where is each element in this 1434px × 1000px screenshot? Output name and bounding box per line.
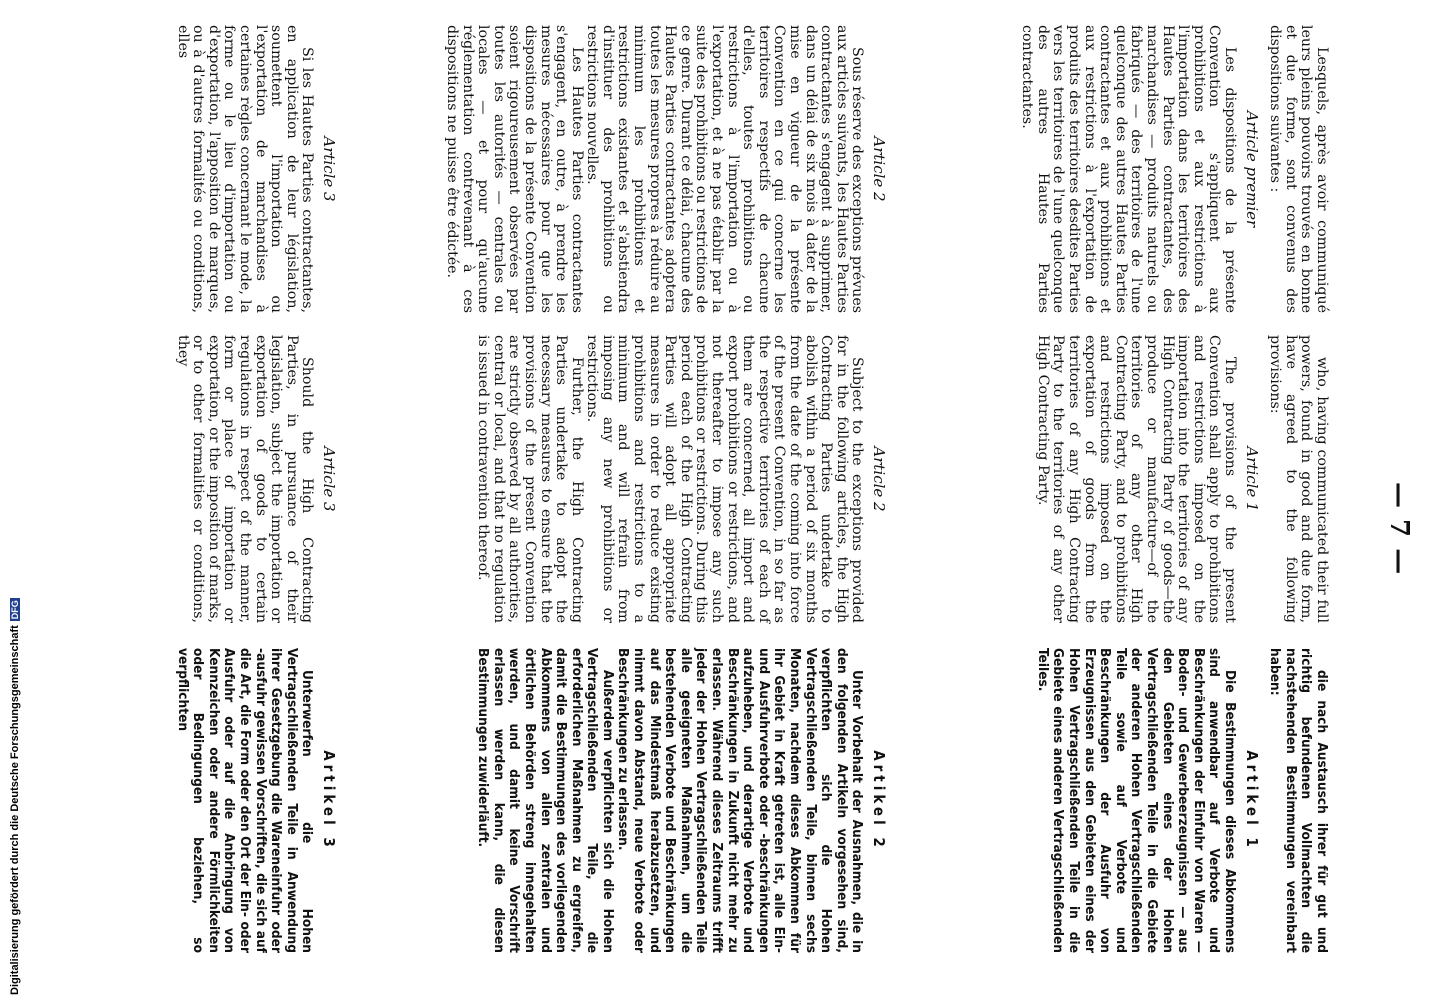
german-article-3-title: Artikel 3 xyxy=(320,750,338,851)
german-article-2-title: Artikel 2 xyxy=(870,750,888,851)
english-article-2-title: Article 2 xyxy=(870,446,888,512)
german-column-top xyxy=(1034,648,1329,953)
german-article-1-title: Artikel 1 xyxy=(1242,750,1261,851)
german-article-1-text: Die Bestimmungen dieses Abkommens sind anwendbar auf Verbote und Beschränkungen der Einfuhr von Waren — Boden- und Gewerbeerzeugnissen — aus den Gebieten eines der Hohen Vertragschließenden Teile in die Gebiete der anderen Hohen Vertragschließenden Teile sowie auf Verbote und Beschränkungen der Ausfuhr von Erzeugnissen aus den Gebieten eines der Hohen Vertragschließenden Teile in die Gebiete eines anderen Vertragschließenden Teiles. xyxy=(1034,648,1239,953)
german-column-bottom xyxy=(174,648,344,953)
english-column-top xyxy=(1034,335,1329,623)
digitization-credit xyxy=(9,598,21,995)
german-column-middle xyxy=(475,648,894,953)
english-intro: who, having communicated their full powers, found in good and due form, have agreed to the following provisions: xyxy=(1267,335,1330,623)
english-article-3-title: Article 3 xyxy=(320,446,338,512)
french-article-2-title: Article 2 xyxy=(870,136,888,202)
french-column-middle xyxy=(443,25,894,313)
french-column-bottom xyxy=(174,25,344,313)
french-article-2-para-1: Sous réserve des exceptions prévues aux articles suivants, les Hautes Parties contractantes s'engagent à supprimer, dans un délai de six mois à dater de la mise en vigueur de la présente Convention en ce qui concerne les territoires respectifs de chacune d'elles, toutes prohibitions ou restrictions à l'importation ou à l'exportation, et à ne pas établir par la suite des prohibitions ou restrictions de ce genre. Durant ce délai, chacune des Hautes Parties contractantes adoptera toutes les mesures propres à réduire au minimum les prohibitions et restrictions existantes et s'abstiendra d'instituer des prohibitions ou restrictions nouvelles. xyxy=(584,25,866,313)
english-article-2-para-2: Further, the High Contracting Parties undertake to adopt the necessary measures to ensure that the provisions of the present Convention are strictly observed by all authorities, central or local, and that no regulation is issued in contravention thereof. xyxy=(475,335,585,623)
french-article-1-title: Article premier xyxy=(1242,110,1261,228)
dfg-logo: DFG xyxy=(10,600,20,620)
english-article-2-para-1: Subject to the exceptions provided for in the following articles, the High Contracting Parties undertake to abolish within a period of six months from the date of the coming into force of the present Convention, in so far as the respective territories of each of them are concerned, all import and export prohibitions or restrictions, and not thereafter to impose any such prohibitions or restrictions. During this period each of the High Contracting Parties will adopt all appropriate measures in order to reduce existing prohibitions and restrictions to a minimum and will refrain from imposing any new prohibitions or restrictions. xyxy=(584,335,866,623)
german-article-3-text: Unterwerfen die Hohen Vertragschließenden Teile in Anwendung ihrer Gesetzgebung die Wareneinfuhr oder -ausfuhr gewissen Vorschriften, die sich auf die Art, die Form oder den Ort der Ein- oder Ausfuhr oder auf die Anbringung von Kennzeichen oder andere Förmlichkeiten oder Bedingungen beziehen, so verpflichten xyxy=(174,648,316,953)
german-article-2-para-1: Unter Vorbehalt der Ausnahmen, die in den folgenden Artikeln vorgesehen sind, verpflichten sich die Hohen Vertragschließenden Teile, binnen sechs Monaten, nachdem dieses Abkommen für ihr Gebiet in Kraft getreten ist, alle Ein- und Ausfuhrverbote oder -beschränkungen aufzuheben, und derartige Verbote und Beschränkungen in Zukunft nicht mehr zu erlassen. Während dieses Zeitraums trifft jeder der Hohen Vertragschließenden Teile alle geeigneten Maßnahmen, um die bestehenden Verbote und Beschränkungen auf das Mindestmaß herabzusetzen, und nimmt davon Abstand, neue Verbote oder Beschränkungen zu erlassen. xyxy=(615,648,866,953)
english-article-3-text: Should the High Contracting Parties, in pursuance of their legislation, subject the importation or exportation of goods to certain regulations in respect of the manner, form or place of importation or exportation, or the imposition of marks, or to other formalities or conditions, they xyxy=(174,335,316,623)
french-column-top xyxy=(1019,25,1329,313)
german-article-2-para-2: Außerdem verpflichten sich die Hohen Vertragschließenden Teile, die erforderlichen Maßnahmen zu ergreifen, damit die Bestimmungen des vorliegenden Abkommens von allen zentralen und örtlichen Behörden streng innegehalten werden, und damit keine Vorschrift erlassen werden kann, die diesen Bestimmungen zuwiderläuft. xyxy=(475,648,616,953)
french-article-3-text: Si les Hautes Parties contractantes, en application de leur législation, soumettent l'importation ou l'exportation de marchandises à certaines règles concernant le mode, la forme ou le lieu d'importation ou d'exportation, l'apposition de marques, ou à d'autres formalités ou conditions, elles xyxy=(174,25,316,313)
french-intro: Lesquels, après avoir communiqué leurs pleins pouvoirs trouvés en bonne et due forme, sont convenus des dispositions suivantes : xyxy=(1267,25,1330,313)
french-article-2-para-2: Les Hautes Parties contractantes s'engagent, en outre, à prendre les mesures nécessaires pour que les dispositions de la présente Convention soient rigoureusement observées par toutes les autorités — centrales ou locales — et pour qu'aucune réglementation contrevenant à ces dispositions ne puisse être édictée. xyxy=(443,25,585,313)
page-number: — 7 — xyxy=(1384,482,1414,576)
credit-text: Digitalisierung gefördert durch die Deutsche Forschungsgemeinschaft xyxy=(9,625,21,995)
french-article-1-text: Les dispositions de la présente Convention s'appliquent aux prohibitions et aux restrictions à l'importation dans les territoires des Hautes Parties contractantes, des marchandises — produits naturels ou fabriqués — des territoires de l'une quelconque des autres Hautes Parties contractantes et aux prohibitions et aux restrictions à l'exportation de produits des territoires desdites Parties vers les territoires de l'une quelconque des autres Hautes Parties contractantes. xyxy=(1019,25,1239,313)
french-article-3-title: Article 3 xyxy=(320,136,338,202)
english-column-middle xyxy=(475,335,894,623)
english-article-1-title: Article 1 xyxy=(1242,446,1261,512)
english-column-bottom xyxy=(174,335,344,623)
english-article-1-text: The provisions of the present Convention shall apply to prohibitions and restrictions imposed on the importation into the territories of any High Contracting Party of goods—the produce or manufacture—of the territories of any other High Contracting Party, and to prohibitions and restrictions imposed on the exportation of goods from the territories of any High Contracting Party to the territories of any other High Contracting Party. xyxy=(1034,335,1239,623)
german-intro: die nach Austausch ihrer für gut und richtig befundenen Vollmachten die nachstehenden Bestimmungen vereinbart haben: xyxy=(1267,648,1330,953)
